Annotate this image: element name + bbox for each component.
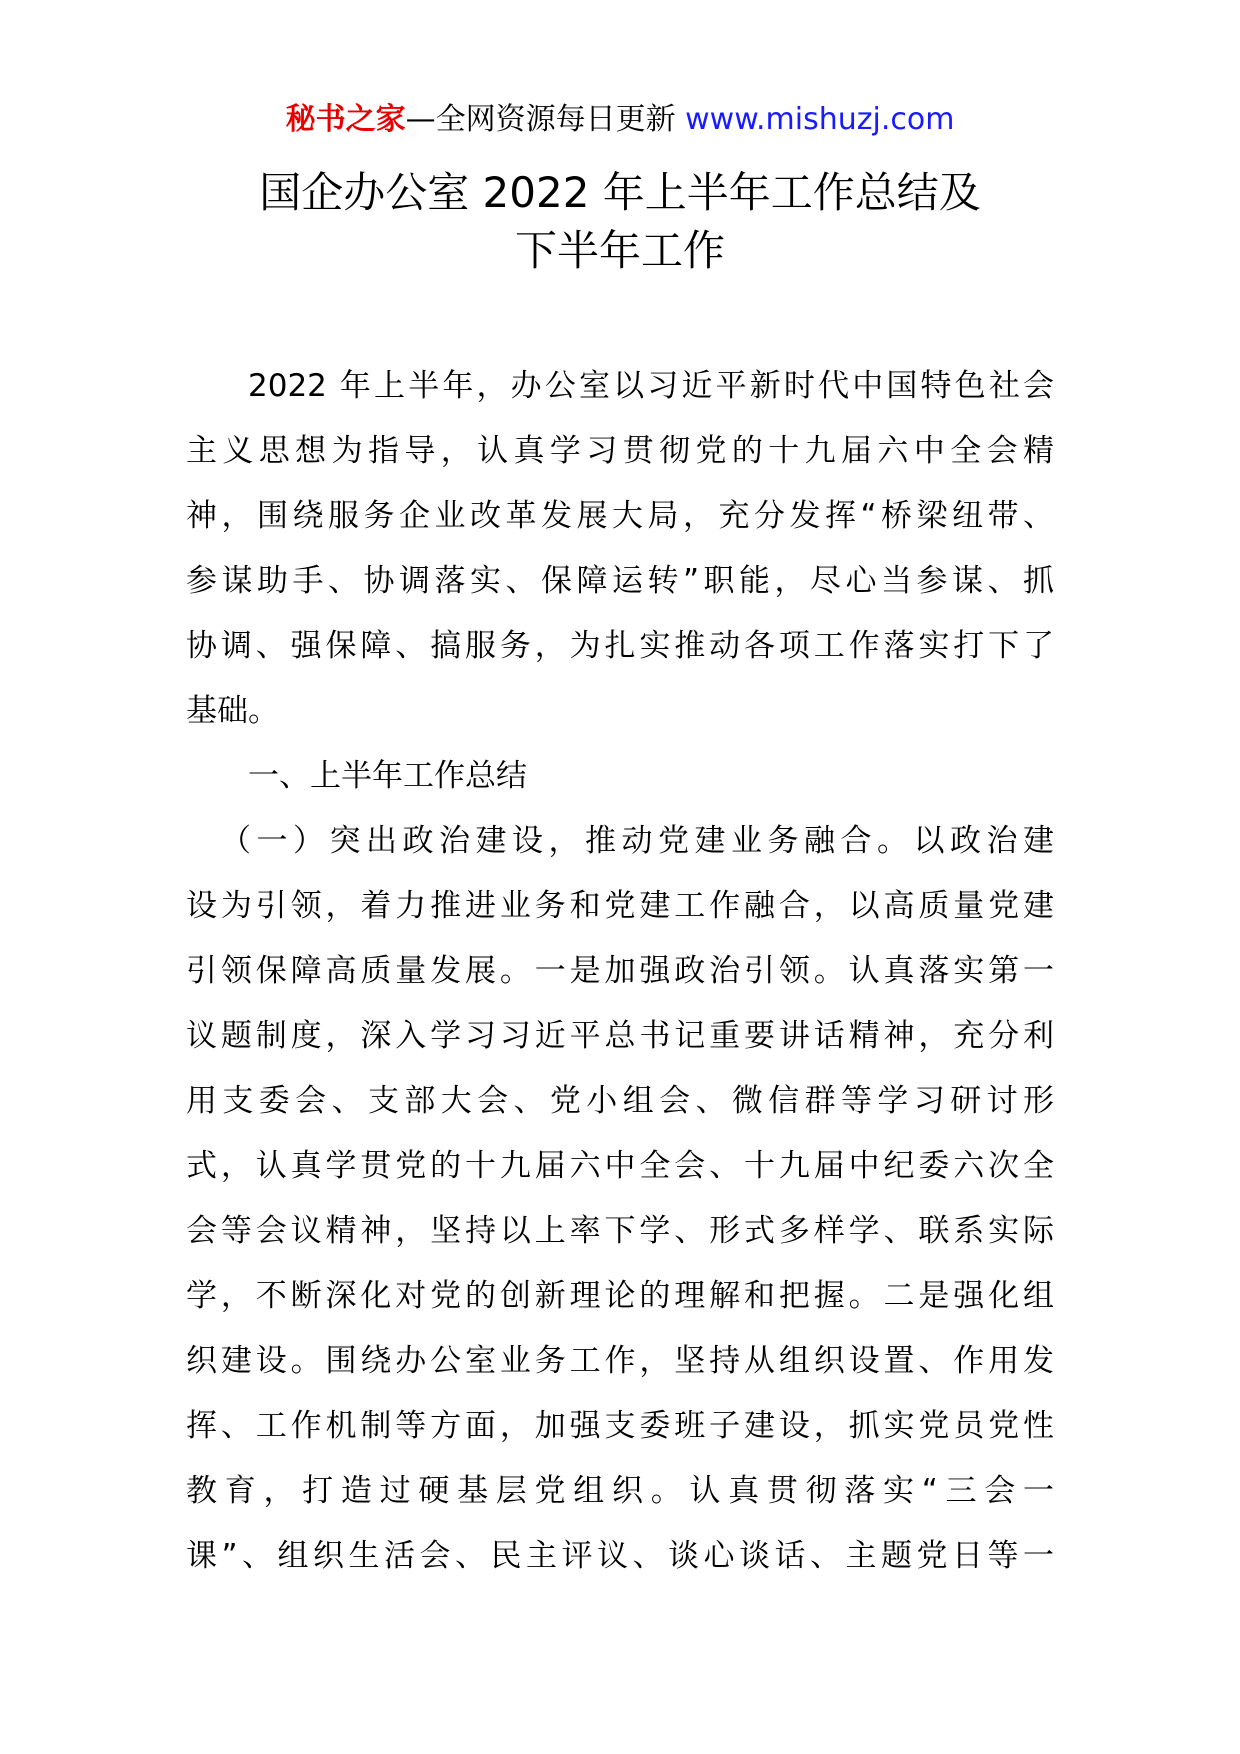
text-line: 教育，打造过硬基层党组织。认真贯彻落实“三会一 [186, 1473, 1054, 1509]
text-line: 学，不断深化对党的创新理论的理解和把握。二是强化组 [186, 1278, 1054, 1314]
document-body [186, 354, 1054, 1589]
text-line: 设为引领，着力推进业务和党建工作融合，以高质量党建 [186, 888, 1054, 924]
text-line: 议题制度，深入学习习近平总书记重要讲话精神，充分利 [186, 1018, 1054, 1054]
document-title [0, 164, 1240, 280]
text-line: 织建设。围绕办公室业务工作，坚持从组织设置、作用发 [186, 1343, 1054, 1379]
text-line: 主义思想为指导，认真学习贯彻党的十九届六中全会精 [186, 433, 1054, 469]
text-line: 式，认真学贯党的十九届六中全会、十九届中纪委六次全 [186, 1148, 1054, 1184]
brand-name: 秘书之家 [285, 102, 406, 137]
paragraph-section-1 [186, 809, 1054, 1589]
text-line: 会等会议精神，坚持以上率下学、形式多样学、联系实际 [186, 1213, 1054, 1249]
text-line: 课”、组织生活会、民主评议、谈心谈话、主题党日等一 [186, 1538, 1054, 1574]
text-line: 神，围绕服务企业改革发展大局，充分发挥“桥梁纽带、 [186, 498, 1054, 534]
tagline: —全网资源每日更新 [405, 102, 676, 137]
text-line: 2022 年上半年，办公室以习近平新时代中国特色社会 [248, 368, 1054, 404]
text-line: （一）突出政治建设，推动党建业务融合。以政治建 [220, 823, 1054, 859]
paragraph-intro [186, 354, 1054, 744]
title-line-2: 下半年工作 [514, 226, 725, 275]
text-line: 挥、工作机制等方面，加强支委班子建设，抓实党员党性 [186, 1408, 1054, 1444]
text-line: 协调、强保障、搞服务，为扎实推动各项工作落实打下了 [186, 628, 1054, 664]
text-line: 一、上半年工作总结 [248, 758, 527, 794]
text-line: 引领保障高质量发展。一是加强政治引领。认真落实第一 [186, 953, 1054, 989]
text-line: 参谋助手、协调落实、保障运转”职能，尽心当参谋、抓 [186, 563, 1054, 599]
site-header [0, 100, 1240, 140]
text-line: 基础。 [186, 693, 279, 729]
section-heading [186, 744, 1054, 809]
title-line-1: 国企办公室 2022 年上半年工作总结及 [259, 168, 981, 217]
site-url-link[interactable]: www.mishuzj.com [685, 102, 955, 137]
text-line: 用支委会、支部大会、党小组会、微信群等学习研讨形 [186, 1083, 1054, 1119]
